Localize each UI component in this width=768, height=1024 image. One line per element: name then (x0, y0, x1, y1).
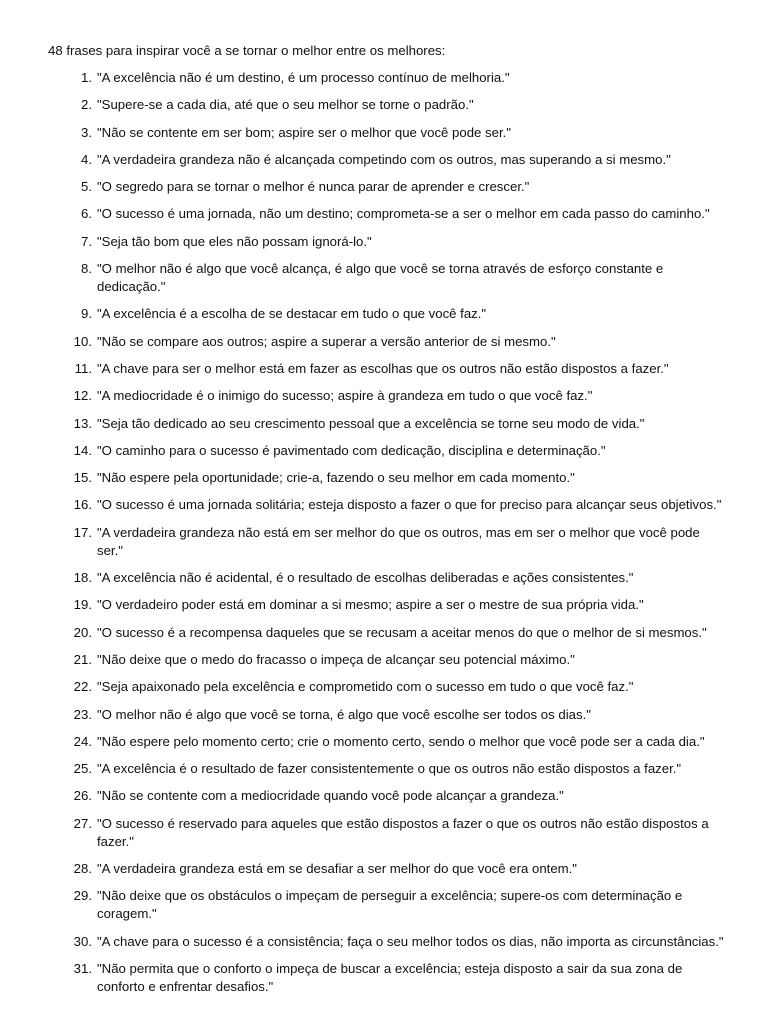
quote-number: 5. (81, 179, 92, 195)
quote-item (48, 387, 728, 405)
quote-text: "O sucesso é a recompensa daqueles que se recusam a aceitar menos do que o melhor de si mesmos." (97, 624, 707, 640)
quote-text: "O segredo para se tornar o melhor é nunca parar de aprender e crescer." (97, 179, 530, 195)
quote-number: 24. (73, 733, 92, 749)
quote-number: 17. (73, 524, 92, 540)
quote-number: 27. (73, 815, 92, 831)
quote-number: 23. (73, 706, 92, 722)
quote-number: 9. (81, 306, 92, 322)
quote-number: 19. (73, 597, 92, 613)
quote-item (48, 442, 728, 460)
quote-item (48, 887, 728, 923)
quote-number: 10. (73, 333, 92, 349)
quote-number: 31. (73, 960, 92, 976)
quote-text: "Não se contente em ser bom; aspire ser o melhor que você pode ser." (97, 124, 511, 140)
quote-item (48, 260, 728, 296)
quote-item (48, 496, 728, 514)
quote-text: "A chave para ser o melhor está em fazer as escolhas que os outros não estão dispostos a fazer." (97, 360, 669, 376)
quote-item (48, 415, 728, 433)
quote-number: 13. (73, 415, 92, 431)
quote-number: 3. (81, 124, 92, 140)
quote-number: 30. (73, 933, 92, 949)
quote-text: "Não espere pela oportunidade; crie-a, fazendo o seu melhor em cada momento." (97, 470, 575, 486)
quote-text: "A excelência é a escolha de se destacar em tudo o que você faz." (97, 306, 487, 322)
quote-text: "Não permita que o conforto o impeça de buscar a excelência; esteja disposto a sair da sua zona de conforto e enfrentar desafios." (97, 960, 683, 994)
quote-number: 4. (81, 151, 92, 167)
quote-item (48, 233, 728, 251)
quote-item (48, 469, 728, 487)
quote-text: "Não se compare aos outros; aspire a superar a versão anterior de si mesmo." (97, 333, 556, 349)
quote-number: 12. (73, 388, 92, 404)
quote-number: 7. (81, 233, 92, 249)
quote-number: 6. (81, 206, 92, 222)
quote-item (48, 787, 728, 805)
quote-text: "A excelência não é um destino, é um processo contínuo de melhoria." (97, 70, 510, 85)
quote-item (48, 305, 728, 323)
quote-text: "O verdadeiro poder está em dominar a si mesmo; aspire a ser o mestre de sua própria vida." (97, 597, 644, 613)
quote-item (48, 933, 728, 951)
quote-list (48, 69, 728, 996)
quote-number: 11. (74, 360, 92, 376)
quote-number: 21. (73, 651, 92, 667)
quote-item (48, 569, 728, 587)
quote-text: "Não se contente com a mediocridade quando você pode alcançar a grandeza." (97, 788, 564, 804)
quote-item (48, 333, 728, 351)
quote-text: "A mediocridade é o inimigo do sucesso; aspire à grandeza em tudo o que você faz." (97, 388, 593, 404)
quote-text: "Não espere pelo momento certo; crie o momento certo, sendo o melhor que você pode ser a cada dia." (97, 733, 705, 749)
quote-number: 22. (73, 679, 92, 695)
quote-number: 20. (73, 624, 92, 640)
quote-number: 16. (73, 497, 92, 513)
quote-item (48, 706, 728, 724)
quote-item (48, 733, 728, 751)
quote-item (48, 760, 728, 778)
quote-number: 8. (81, 261, 92, 277)
quote-item (48, 69, 728, 87)
quote-item (48, 596, 728, 614)
quote-text: "A verdadeira grandeza não está em ser melhor do que os outros, mas em ser o melhor que você pode ser." (97, 524, 700, 558)
quote-text: "O caminho para o sucesso é pavimentado com dedicação, disciplina e determinação." (97, 442, 606, 458)
quote-item (48, 360, 728, 378)
quote-text: "O melhor não é algo que você se torna, é algo que você escolhe ser todos os dias." (97, 706, 591, 722)
quote-number: 28. (73, 861, 92, 877)
quote-text: "Não deixe que os obstáculos o impeçam de perseguir a excelência; supere-os com determinação e coragem." (97, 888, 683, 922)
quote-text: "O sucesso é reservado para aqueles que estão dispostos a fazer o que os outros não estão dispostos a fazer." (97, 815, 709, 849)
quote-number: 18. (73, 570, 92, 586)
quote-text: "Seja apaixonado pela excelência e comprometido com o sucesso em tudo o que você faz." (97, 679, 634, 695)
quote-item (48, 205, 728, 223)
quote-item (48, 96, 728, 114)
quote-item (48, 524, 728, 560)
quote-item (48, 815, 728, 851)
quote-item (48, 124, 728, 142)
quote-number: 15. (73, 470, 92, 486)
quote-item (48, 678, 728, 696)
document-title: 48 frases para inspirar você a se tornar o melhor entre os melhores: (48, 43, 446, 58)
quote-text: "A excelência é o resultado de fazer consistentemente o que os outros não estão dispostos a fazer." (97, 761, 682, 777)
quote-number: 25. (73, 761, 92, 777)
quote-number: 14. (73, 442, 92, 458)
quote-text: "A verdadeira grandeza está em se desafiar a ser melhor do que você era ontem." (97, 861, 577, 877)
quote-text: "A excelência não é acidental, é o resultado de escolhas deliberadas e ações consistentes." (97, 570, 634, 586)
quote-item (48, 960, 728, 996)
quote-text: "O melhor não é algo que você alcança, é algo que você se torna através de esforço constante e dedicação." (97, 261, 664, 295)
quote-number: 26. (73, 788, 92, 804)
quote-text: "O sucesso é uma jornada solitária; esteja disposto a fazer o que for preciso para alcançar seus objetivos." (97, 497, 722, 513)
quote-text: "A chave para o sucesso é a consistência; faça o seu melhor todos os dias, não importa as circunstâncias." (97, 933, 724, 949)
quote-text: "Seja tão bom que eles não possam ignorá-lo." (97, 233, 372, 249)
quote-text: "O sucesso é uma jornada, não um destino; comprometa-se a ser o melhor em cada passo do caminho." (97, 206, 710, 222)
quote-item (48, 178, 728, 196)
quote-item (48, 860, 728, 878)
quote-number: 1. (81, 70, 92, 85)
quote-text: "Não deixe que o medo do fracasso o impeça de alcançar seu potencial máximo." (97, 651, 575, 667)
quote-item (48, 151, 728, 169)
quote-text: "Seja tão dedicado ao seu crescimento pessoal que a excelência se torne seu modo de vida." (97, 415, 645, 431)
quote-number: 29. (73, 888, 92, 904)
quote-item (48, 624, 728, 642)
quote-item (48, 651, 728, 669)
quote-number: 2. (81, 97, 92, 113)
quote-text: "A verdadeira grandeza não é alcançada competindo com os outros, mas superando a si mesmo." (97, 151, 671, 167)
quote-text: "Supere-se a cada dia, até que o seu melhor se torne o padrão." (97, 97, 474, 113)
